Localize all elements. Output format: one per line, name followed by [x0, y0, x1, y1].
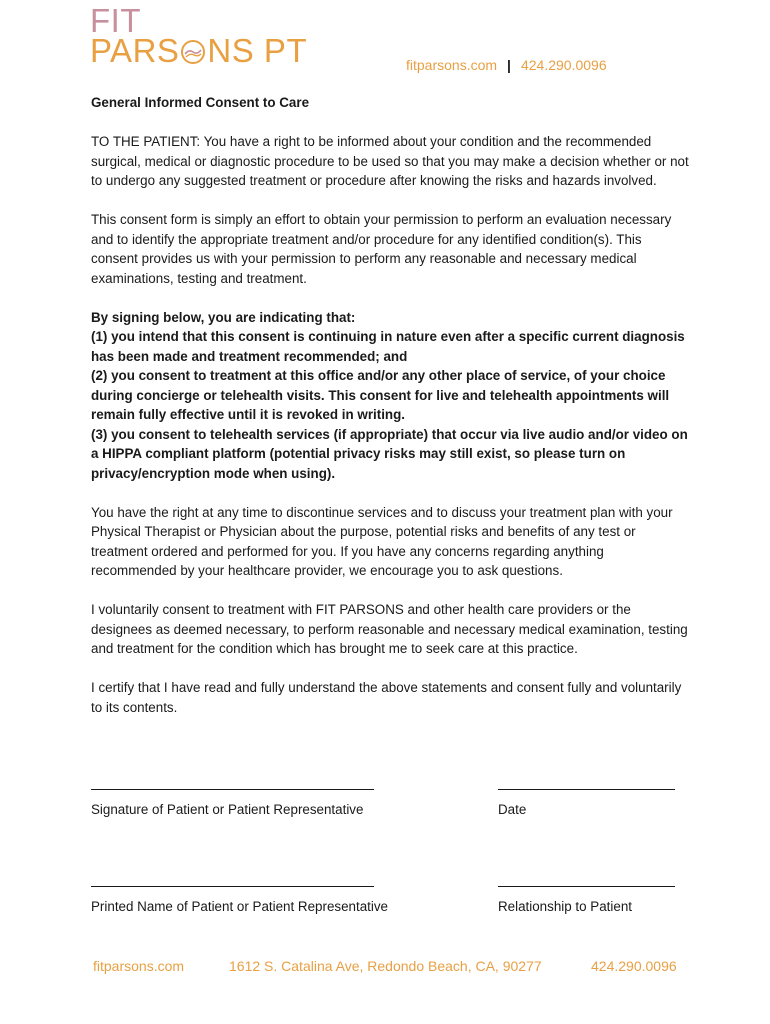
logo-line-1: FIT [90, 2, 141, 39]
condition-item-3: (3) you consent to telehealth services (if appropriate) that occur via live audio and/or video on a HIPPA compliant platform (potential privacy risks may still exist, so please turn on privacy/encryption mode when using). [91, 426, 688, 481]
date-field[interactable] [498, 788, 675, 819]
date-line [498, 788, 675, 790]
logo-line-2 [90, 32, 308, 69]
footer-phone: 424.290.0096 [591, 958, 677, 974]
footer-address: 1612 S. Catalina Ave, Redondo Beach, CA, 90277 [229, 958, 542, 974]
printed-name-label: Printed Name of Patient or Patient Representative [91, 899, 388, 914]
condition-item-1: (1) you intend that this consent is continuing in nature even after a specific current diagnosis has been made and treatment recommended; and [91, 329, 685, 364]
signature-line [91, 788, 374, 790]
header-website-link[interactable]: fitparsons.com [406, 57, 498, 73]
relationship-line [498, 885, 675, 887]
paragraph-consent-purpose: This consent form is simply an effort to obtain your permission to perform an evaluation necessary and to identify the appropriate treatment and/or procedure for any identified condition(s). This consent provides us with your permission to perform any reasonable and necessary medical examinations, testing and treatment. [91, 212, 672, 286]
printed-name-field[interactable] [91, 885, 388, 916]
relationship-field[interactable] [498, 885, 675, 916]
condition-item-2: (2) you consent to treatment at this office and/or any other place of service, of your choice during concierge or telehealth visits. This consent for live and telehealth appointments will remain fully effective until it is revoked in writing. [91, 368, 670, 422]
signature-label: Signature of Patient or Patient Representative [91, 802, 364, 817]
header-separator: | [507, 57, 511, 73]
header-phone: 424.290.0096 [520, 57, 607, 73]
footer-website-link[interactable]: fitparsons.com [93, 958, 185, 974]
document-title: General Informed Consent to Care [91, 95, 310, 110]
logo-o-mark-icon [180, 39, 206, 65]
paragraph-patient-rights: TO THE PATIENT: You have a right to be informed about your condition and the recommended surgical, medical or diagnostic procedure to be used so that you may make a decision whether or not to undergo any suggested treatment or procedure after knowing the risks and hazards involved. [91, 134, 689, 188]
signing-conditions [91, 308, 691, 484]
logo-text-b: NS PT [207, 32, 308, 69]
signature-field[interactable] [91, 788, 374, 819]
signing-intro: By signing below, you are indicating that: [91, 309, 356, 325]
consent-document [91, 93, 691, 717]
header-contact [406, 57, 607, 73]
date-label: Date [498, 802, 527, 817]
printed-name-line [91, 885, 374, 887]
relationship-label: Relationship to Patient [498, 899, 632, 914]
logo-text-a: PARS [90, 32, 180, 69]
brand-logo [90, 2, 308, 69]
paragraph-voluntary-consent: I voluntarily consent to treatment with FIT PARSONS and other health care providers or the designees as deemed necessary, to perform reasonable and necessary medical examination, testing and treatment for the condition which has brought me to seek care at this practice. [91, 602, 688, 656]
paragraph-discontinue-rights: You have the right at any time to discontinue services and to discuss your treatment plan with your Physical Therapist or Physician about the purpose, potential risks and benefits of any test or treatment ordered and performed for you. If you have any concerns regarding anything recommended by your healthcare provider, we encourage you to ask questions. [91, 504, 673, 578]
paragraph-certification: I certify that I have read and fully understand the above statements and consent fully and voluntarily to its contents. [91, 680, 682, 715]
